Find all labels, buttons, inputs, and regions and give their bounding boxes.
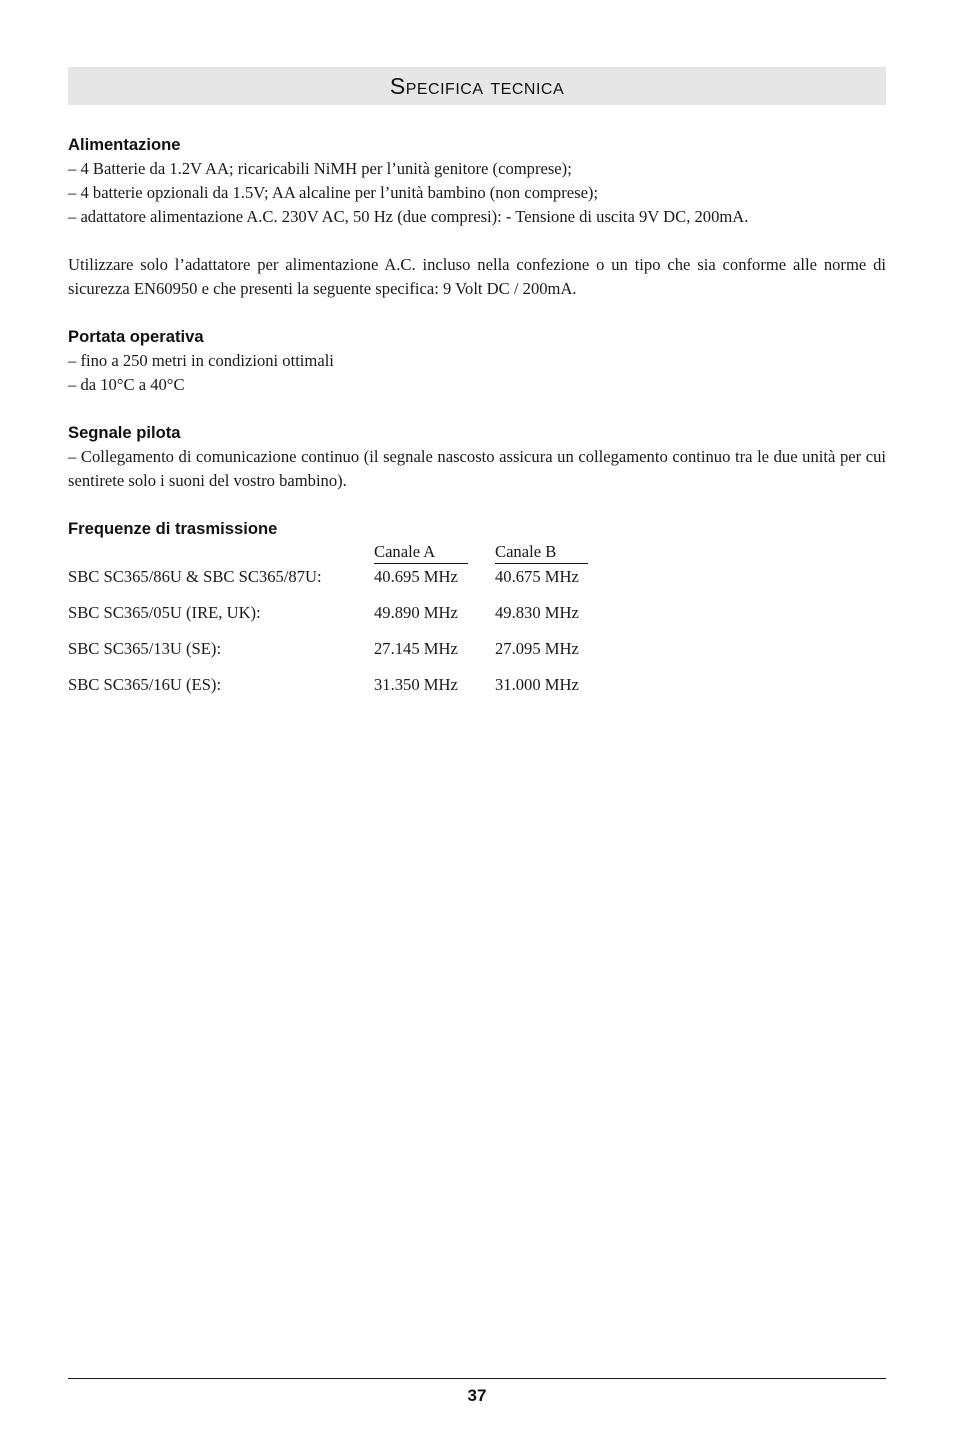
channel-b-cell: 40.675 MHz [495, 567, 579, 586]
heading-pilot: Segnale pilota [68, 423, 181, 442]
heading-range: Portata operativa [68, 327, 204, 346]
power-line: – 4 Batterie da 1.2V AA; ricaricabili NiMH per l’unità genitore (comprese); [68, 159, 572, 178]
column-header-channel-b: Canale B [495, 541, 588, 564]
channel-a-cell: 49.890 MHz [374, 603, 458, 622]
page-number: 37 [467, 1386, 487, 1405]
model-cell: SBC SC365/13U (SE): [68, 639, 222, 658]
power-note: Utilizzare solo l’adattatore per alimentazione A.C. incluso nella confezione o un tipo che sia conforme alle norme di sicurezza EN60950 e che presenti la seguente specifica: 9 Volt DC / 200mA. [68, 255, 886, 298]
model-cell: SBC SC365/86U & SBC SC365/87U: [68, 567, 322, 586]
frequency-header-row [68, 541, 668, 565]
power-line: – adattatore alimentazione A.C. 230V AC, 50 Hz (due compresi): - Tensione di uscita 9V DC, 200mA. [68, 207, 749, 226]
column-header-channel-a: Canale A [374, 541, 468, 564]
channel-a-cell: 40.695 MHz [374, 567, 458, 586]
footer-divider [68, 1378, 886, 1379]
channel-b-cell: 49.830 MHz [495, 603, 579, 622]
table-row [68, 673, 668, 697]
model-cell: SBC SC365/05U (IRE, UK): [68, 603, 261, 622]
spec-content [68, 133, 886, 711]
page-title: Specifica tecnica [389, 72, 565, 99]
table-row [68, 637, 668, 661]
power-line: – 4 batterie opzionali da 1.5V; AA alcaline per l’unità bambino (non comprese); [68, 183, 599, 202]
pilot-text: – Collegamento di comunicazione continuo (il segnale nascosto assicura un collegamento continuo tra le due unità per cui sentirete solo i suoni del vostro bambino). [68, 447, 886, 490]
model-cell: SBC SC365/16U (ES): [68, 675, 222, 694]
section-title-bar [68, 67, 886, 105]
table-row [68, 565, 668, 589]
channel-b-cell: 31.000 MHz [495, 675, 579, 694]
channel-a-cell: 31.350 MHz [374, 675, 458, 694]
table-row [68, 601, 668, 625]
frequency-table [68, 541, 886, 711]
range-line: – fino a 250 metri in condizioni ottimali [68, 351, 334, 370]
channel-a-cell: 27.145 MHz [374, 639, 458, 658]
channel-b-cell: 27.095 MHz [495, 639, 579, 658]
range-line: – da 10°C a 40°C [68, 375, 185, 394]
heading-power: Alimentazione [68, 135, 181, 154]
heading-frequencies: Frequenze di trasmissione [68, 519, 278, 538]
